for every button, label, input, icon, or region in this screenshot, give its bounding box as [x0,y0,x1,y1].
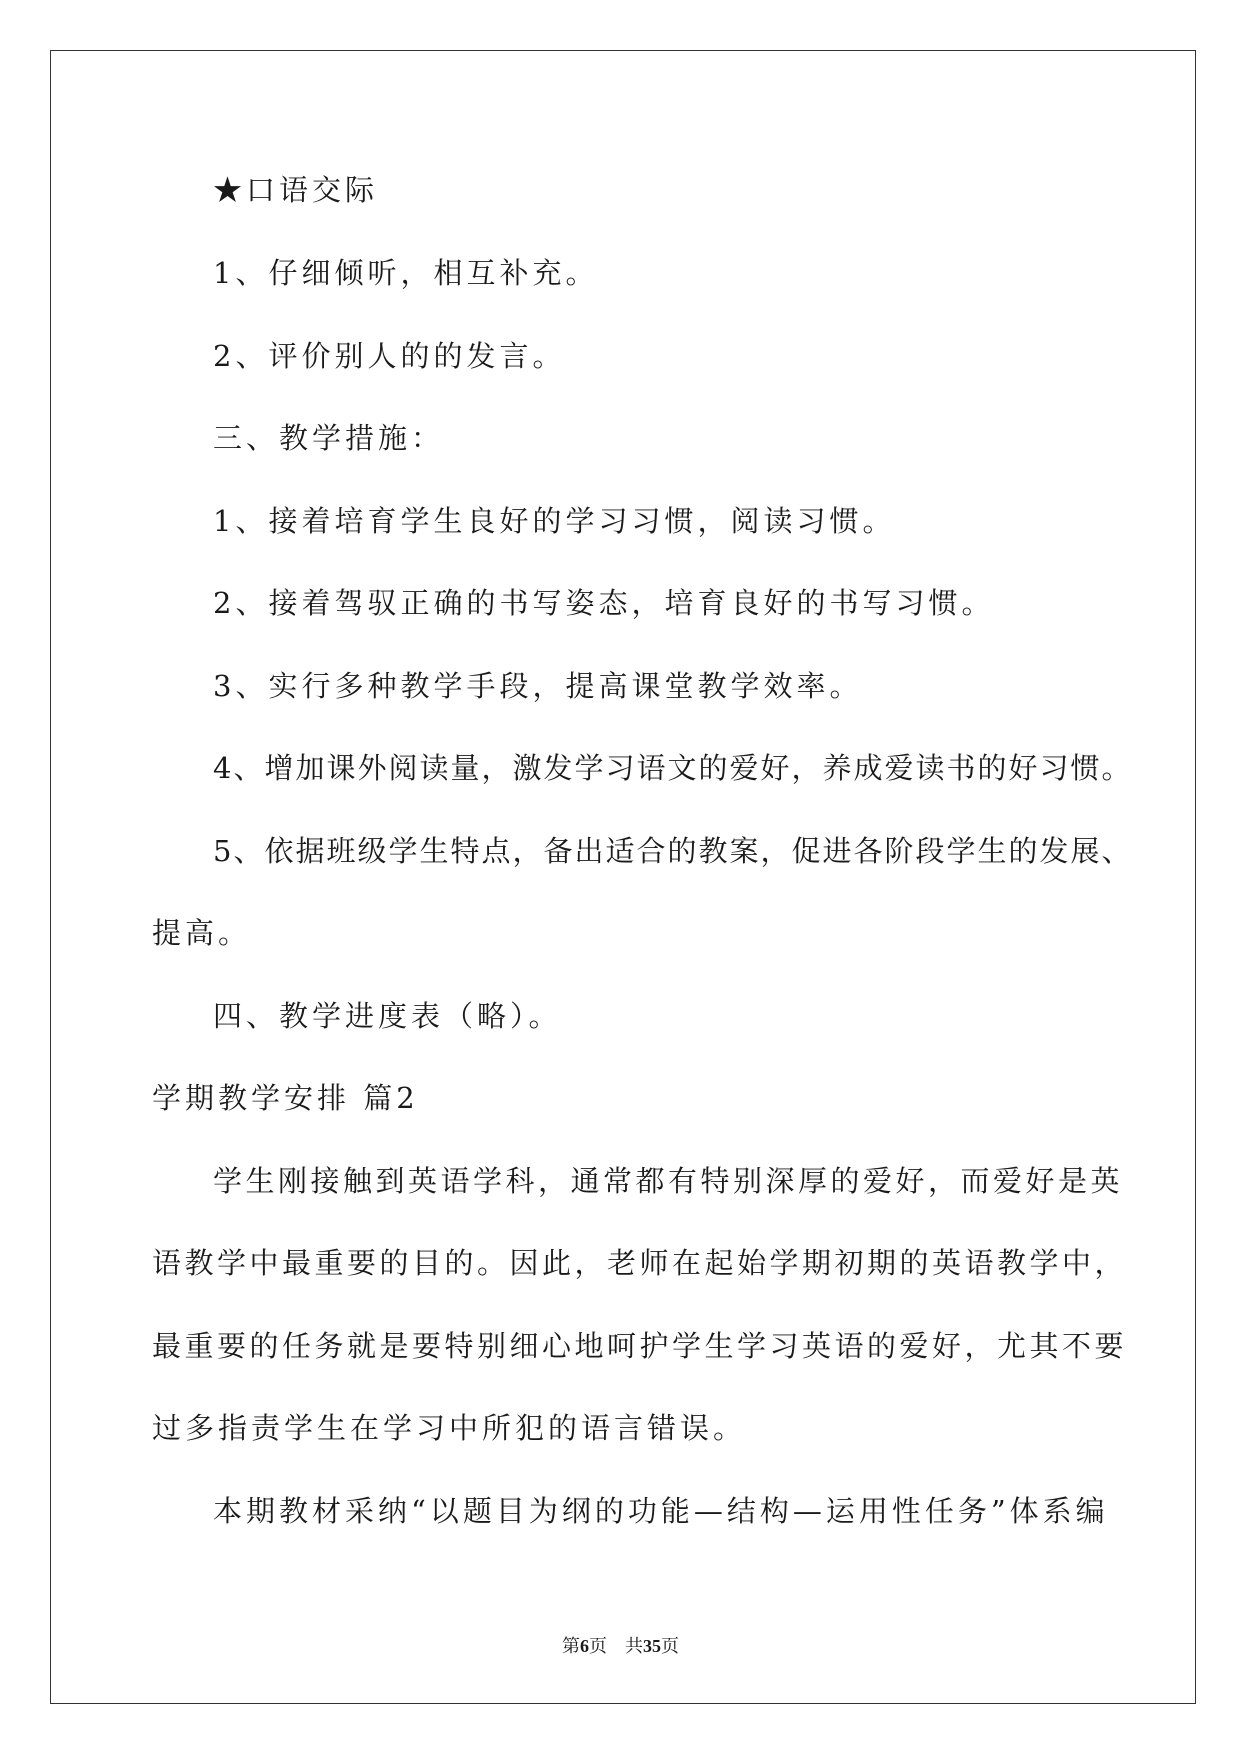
page-footer [0,1635,1241,1657]
paragraph-line: 3、实行多种教学手段，提高课堂教学效率。 [213,669,863,703]
paragraph-line: 1、仔细倾听，相互补充。 [213,256,599,290]
paragraph-line: 学生刚接触到英语学科，通常都有特别深厚的爱好，而爱好是英 [213,1164,1124,1198]
paragraph-line: 4、增加课外阅读量，激发学习语文的爱好，养成爱读书的好习惯。 [213,751,1133,785]
footer-total-suffix: 页 [661,1636,679,1656]
footer-total-prefix: 共 [625,1636,643,1656]
paragraph-line: 2、接着驾驭正确的书写姿态，培育良好的书写习惯。 [213,586,995,620]
section-heading-oral-communication: ★口语交际 [213,173,379,207]
paragraph-line: 2、评价别人的的发言。 [213,339,566,373]
paragraph-line: 最重要的任务就是要特别细心地呵护学生学习英语的爱好，尤其不要 [152,1329,1128,1363]
footer-page-number: 6 [580,1636,589,1656]
paragraph-line: 提高。 [152,916,252,950]
page-frame [50,50,1196,1704]
section-heading-schedule: 四、教学进度表（略）。 [213,999,562,1033]
footer-page-prefix: 第 [562,1636,580,1656]
paragraph-line: 语教学中最重要的目的。因此，老师在起始学期初期的英语教学中， [152,1246,1128,1280]
footer-page-suffix: 页 [589,1636,607,1656]
paragraph-line: 过多指责学生在学习中所犯的语言错误。 [152,1411,747,1445]
footer-total-pages: 35 [643,1636,661,1656]
section-heading-teaching-measures: 三、教学措施： [213,421,445,455]
paragraph-line: 本期教材采纳“以题目为纲的功能—结构—运用性任务”体系编 [213,1494,1109,1528]
article-heading: 学期教学安排 篇2 [152,1081,419,1115]
paragraph-line: 5、依据班级学生特点，备出适合的教案，促进各阶段学生的发展、 [213,834,1133,868]
paragraph-line: 1、接着培育学生良好的学习习惯，阅读习惯。 [213,504,896,538]
